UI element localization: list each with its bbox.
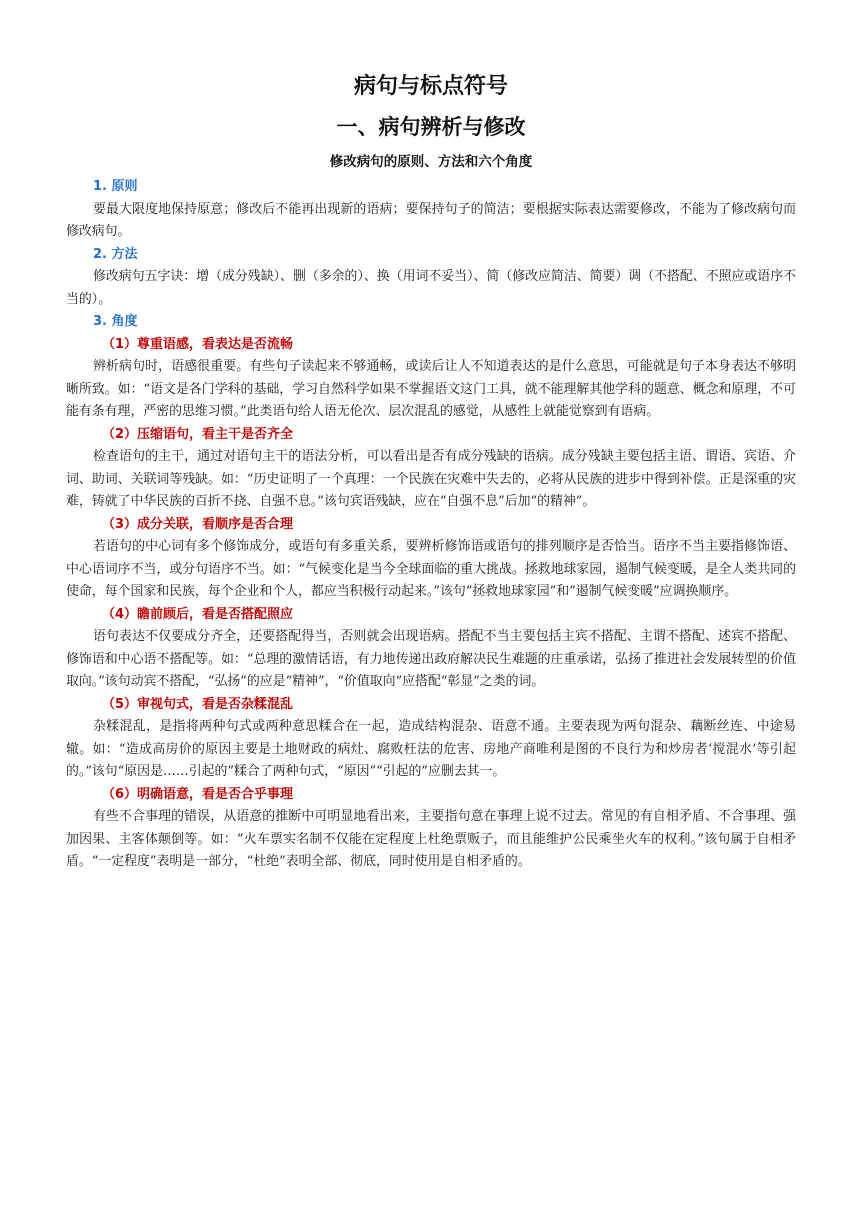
heading-method: 2. 方法 — [93, 246, 138, 262]
heading-angles: 3. 角度 — [93, 314, 138, 329]
angle-heading-1: （1）尊重语感，看表达是否流畅 — [102, 336, 294, 352]
angle-paragraph-3: 若语句的中心词有多个修饰成分，或语句有多重关系，要辨析修饰语或语句的排列顺序是否恰当。语序不当主要指修饰语、中心语词序不当，或分句语序不当。如：“气候变化是当今全球面临的重大挑战。拯救地球家园，遏制气候变暖，是全人类共同的使命，每个国家和民族，每个企业和个人，都应当积极行动起来。”该句“拯救地球家园”和“遏制气候变暖”应调换顺序。 — [66, 539, 796, 599]
heading-principle: 1. 原则 — [93, 179, 138, 194]
caption-title: 修改病句的原则、方法和六个角度 — [329, 154, 533, 170]
angle-heading-4: （4）瞻前顾后，看是否搭配照应 — [102, 606, 294, 622]
section-title: 一、病句辨析与修改 — [336, 115, 526, 139]
paragraph-method: 修改病句五字诀：增（成分残缺）、删（多余的）、换（用词不妥当）、简（修改应简洁、简要）调（不搭配、不照应或语序不当的）。 — [66, 269, 796, 307]
angle-heading-5: （5）审视句式，看是否杂糅混乱 — [102, 696, 294, 712]
angle-heading-2: （2）压缩语句，看主干是否齐全 — [102, 426, 294, 442]
angle-paragraph-2: 检查语句的主干，通过对语句主干的语法分析，可以看出是否有成分残缺的语病。成分残缺主要包括主语、谓语、宾语、介词、助词、关联词等残缺。如：“历史证明了一个真理：一个民族在灾难中失去的，必将从民族的进步中得到补偿。正是深重的灾难，铸就了中华民族的百折不挠、自强不息。”该句宾语残缺，应在“自强不息”后加“的精神”。 — [66, 449, 796, 509]
angle-paragraph-6: 有些不合事理的错误，从语意的推断中可明显地看出来，主要指句意在事理上说不过去。常见的有自相矛盾、不合事理、强加因果、主客体颠倒等。如：“火车票实名制不仅能在定程度上杜绝票贩子，而且能维护公民乘坐火车的权利。”该句属于自相矛盾。“一定程度”表明是一部分，“杜绝”表明全部、彻底，同时使用是自相矛盾的。 — [66, 809, 796, 869]
angle-heading-6: （6）明确语意，看是否合乎事理 — [102, 786, 294, 802]
paragraph-principle: 要最大限度地保持原意；修改后不能再出现新的语病；要保持句子的简洁；要根据实际表达需要修改，不能为了修改病句而修改病句。 — [66, 201, 796, 239]
angle-paragraph-1: 辨析病句时，语感很重要。有些句子读起来不够通畅，或读后让人不知道表达的是什么意思，可能就是句子本身表达不够明晰所致。如：“语文是各门学科的基础，学习自然科学如果不掌握语文这门工具，就不能理解其他学科的题意、概念和原理，不可能有条有理，严密的思维习惯。”此类语句给人语无伦次、层次混乱的感觉，从感性上就能觉察到有语病。 — [66, 359, 796, 419]
angle-paragraph-5: 杂糅混乱，是指将两种句式或两种意思糅合在一起，造成结构混杂、语意不通。主要表现为两句混杂、藕断丝连、中途易辙。如：“造成高房价的原因主要是土地财政的病灶、腐败枉法的危害、房地产商唯利是图的不良行为和炒房者‘搅混水’等引起的。”该句“原因是……引起的”糅合了两种句式，“原因”“引起的”应删去其一。 — [66, 719, 796, 779]
page-title: 病句与标点符号 — [353, 74, 508, 99]
angle-paragraph-4: 语句表达不仅要成分齐全，还要搭配得当，否则就会出现语病。搭配不当主要包括主宾不搭配、主谓不搭配、述宾不搭配、修饰语和中心语不搭配等。如：“总理的激情话语，有力地传递出政府解决民生难题的庄重承诺，弘扬了推进社会发展转型的价值取向。”该句动宾不搭配，“弘扬”的应是“精神”，“价值取向”应搭配“彰显”之类的词。 — [66, 629, 796, 689]
angle-heading-3: （3）成分关联，看顺序是否合理 — [102, 516, 294, 532]
document-page — [66, 68, 796, 874]
